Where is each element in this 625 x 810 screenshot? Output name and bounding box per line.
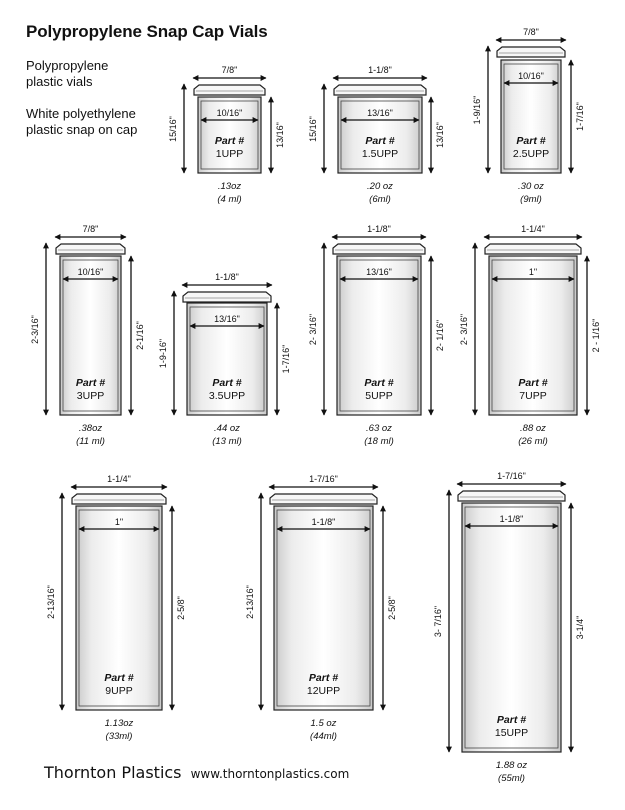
body-height-label: 1-7/16" — [281, 344, 291, 374]
part-number-label: Part # — [518, 377, 548, 389]
cap-width-label: 1-1/4" — [521, 224, 545, 234]
vial-3-5upp — [158, 272, 291, 447]
capacity-ml: (55ml) — [498, 773, 525, 784]
capacity-ml: (9ml) — [520, 194, 542, 205]
capacity-ml: (33ml) — [105, 731, 133, 742]
company-name: Thornton Plastics — [44, 763, 182, 782]
capacity-oz: .88 oz — [520, 423, 546, 434]
capacity-oz: 1.13oz — [104, 718, 134, 729]
cap-width-label: 1-1/4" — [107, 474, 131, 484]
cap-width-label: 1-1/8" — [368, 65, 392, 75]
cap-width-label: 7/8" — [82, 224, 99, 234]
total-height-label: 2- 3/16" — [459, 313, 469, 346]
capacity-oz: 1.5 oz — [310, 718, 337, 729]
vial-1-5upp — [308, 65, 445, 205]
part-number: 5UPP — [365, 390, 393, 402]
vial-12upp — [245, 474, 397, 742]
inner-width-label: 1-1/8" — [499, 514, 524, 524]
capacity-oz: .20 oz — [367, 181, 393, 192]
capacity-ml: (11 ml) — [76, 436, 105, 447]
cap-width-label: 7/8" — [221, 65, 238, 75]
part-number-label: Part # — [214, 135, 245, 147]
inner-width-label: 1" — [528, 267, 538, 277]
snap-cap — [183, 292, 271, 302]
cap-width-label: 1-1/8" — [215, 272, 239, 282]
snap-cap — [72, 494, 166, 504]
part-number-label: Part # — [104, 672, 134, 684]
part-number-label: Part # — [75, 377, 106, 389]
snap-cap — [334, 85, 426, 95]
part-number: 1.5UPP — [361, 148, 399, 160]
snap-cap — [497, 47, 565, 57]
total-height-label: 2-13/16" — [46, 585, 56, 619]
snap-cap — [56, 244, 125, 254]
capacity-ml: (6ml) — [369, 194, 391, 205]
snap-cap — [458, 491, 565, 501]
total-height-label: 15/16" — [308, 116, 318, 142]
capacity-ml: (18 ml) — [364, 436, 394, 447]
part-number: 12UPP — [306, 685, 341, 697]
material-note-line: plastic vials — [26, 74, 93, 89]
vial-2-5upp — [472, 27, 585, 205]
inner-width-label: 13/16" — [366, 267, 392, 277]
inner-width-label: 1" — [114, 517, 124, 527]
material-note-line: White polyethylene — [26, 106, 136, 121]
cap-width-label: 1-7/16" — [497, 471, 526, 481]
part-number-label: Part # — [212, 377, 242, 389]
body-height-label: 13/16" — [435, 122, 445, 148]
snap-cap — [333, 244, 425, 254]
part-number: 7UPP — [519, 390, 547, 402]
footer — [44, 763, 349, 782]
total-height-label: 15/16" — [168, 116, 178, 142]
inner-width-label: 10/16" — [77, 267, 104, 277]
body-height-label: 2 - 1/16" — [591, 318, 601, 353]
inner-width-label: 10/16" — [518, 71, 544, 81]
vial-1upp — [168, 65, 285, 205]
capacity-ml: (44ml) — [310, 731, 337, 742]
total-height-label: 1-9/16" — [472, 95, 482, 125]
vial-3upp — [30, 224, 145, 447]
capacity-oz: .30 oz — [518, 181, 544, 192]
part-number: 3.5UPP — [208, 390, 246, 402]
inner-width-label: 13/16" — [367, 108, 393, 118]
total-height-label: 2-13/16" — [245, 585, 255, 619]
cap-width-label: 1-1/8" — [367, 224, 391, 234]
website-link[interactable]: www.thorntonplastics.com — [190, 767, 350, 781]
total-height-label: 1-9-16" — [158, 338, 168, 369]
cap-width-label: 7/8" — [523, 27, 539, 37]
part-number-label: Part # — [308, 672, 339, 684]
body-height-label: 2-5/8" — [387, 596, 397, 620]
total-height-label: 2- 3/16" — [308, 313, 318, 346]
total-height-label: 3- 7/16" — [433, 605, 443, 638]
snap-cap — [485, 244, 581, 254]
part-number: 1UPP — [215, 148, 244, 160]
capacity-oz: .44 oz — [214, 423, 240, 434]
capacity-ml: (13 ml) — [212, 436, 242, 447]
body-height-label: 2-1/16" — [135, 321, 145, 350]
vial-9upp — [46, 474, 186, 742]
part-number: 2.5UPP — [512, 148, 550, 160]
body-height-label: 13/16" — [275, 122, 285, 148]
capacity-oz: .63 oz — [366, 423, 392, 434]
body-height-label: 1-7/16" — [575, 102, 585, 131]
part-number: 9UPP — [105, 685, 133, 697]
part-number-label: Part # — [496, 714, 527, 726]
part-number-label: Part # — [365, 135, 395, 147]
inner-width-label: 1-1/8" — [311, 517, 336, 527]
part-number-label: Part # — [516, 135, 546, 147]
part-number: 3UPP — [76, 390, 105, 402]
body-height-label: 2- 1/16" — [435, 319, 445, 352]
body-height-label: 3-1/4" — [575, 615, 585, 640]
vial-7upp — [459, 224, 601, 447]
capacity-oz: .38oz — [78, 423, 103, 434]
snap-cap — [194, 85, 265, 95]
snap-cap — [270, 494, 377, 504]
material-note-line: Polypropylene — [26, 58, 109, 73]
material-note-line: plastic snap on cap — [26, 122, 138, 137]
page-title: Polypropylene Snap Cap Vials — [26, 22, 268, 41]
body-height-label: 2-5/8" — [176, 596, 186, 620]
vial-5upp — [308, 224, 445, 447]
capacity-oz: .13oz — [217, 181, 242, 192]
inner-width-label: 13/16" — [214, 314, 240, 324]
part-number-label: Part # — [364, 377, 394, 389]
capacity-ml: (4 ml) — [217, 194, 242, 205]
part-number: 15UPP — [494, 727, 529, 739]
capacity-oz: 1.88 oz — [495, 760, 528, 771]
inner-width-label: 10/16" — [216, 108, 243, 118]
vial-15upp — [433, 471, 585, 784]
cap-width-label: 1-7/16" — [309, 474, 338, 484]
capacity-ml: (26 ml) — [518, 436, 548, 447]
total-height-label: 2-3/16" — [30, 315, 40, 344]
